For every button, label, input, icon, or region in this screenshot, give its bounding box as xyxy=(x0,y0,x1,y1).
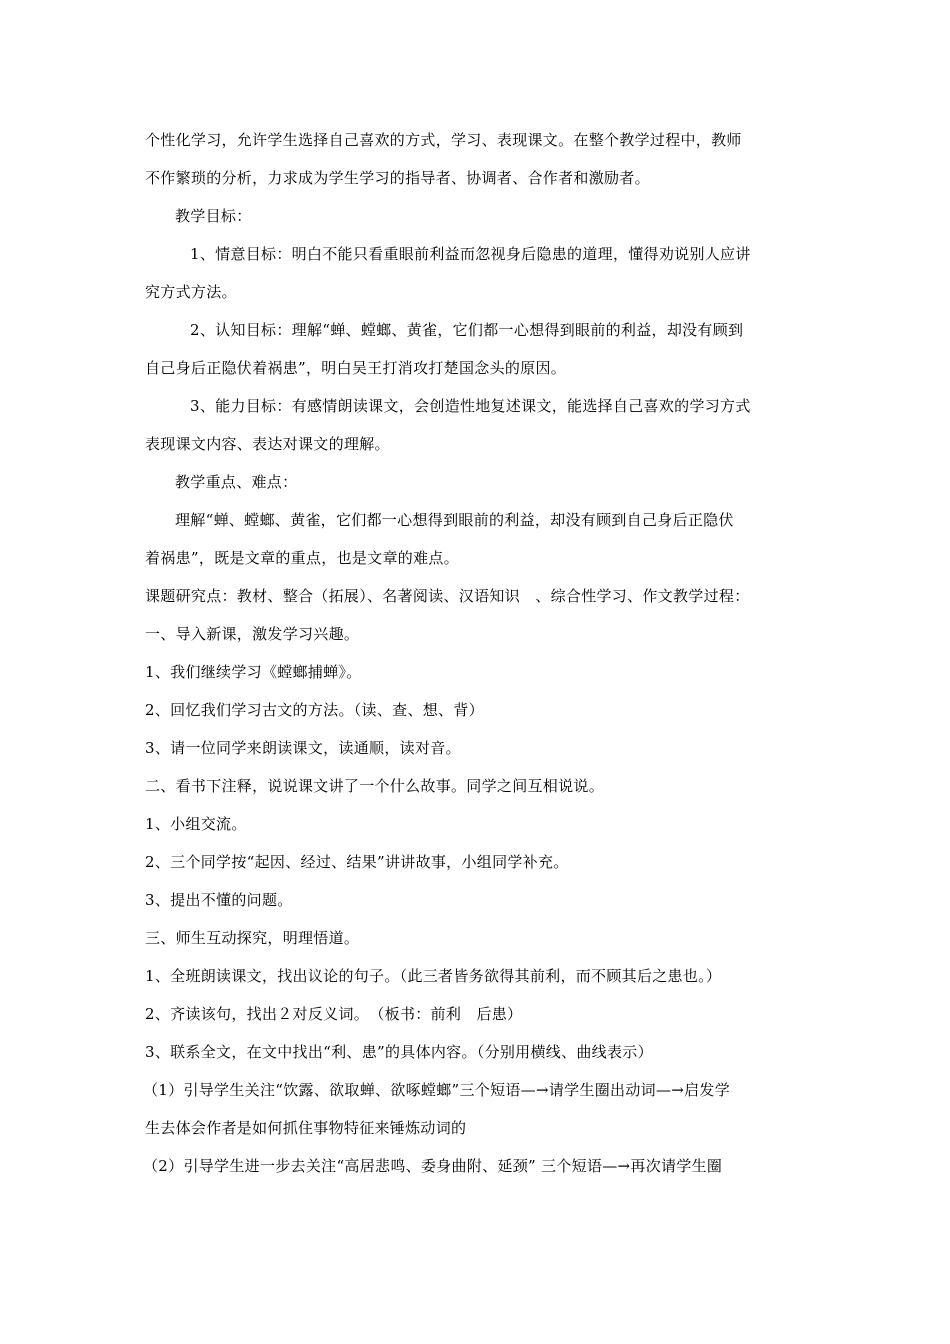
list-item: 2、三个同学按“起因、经过、结果”讲讲故事，小组同学补充。 xyxy=(145,853,569,871)
list-item: 1、全班朗读课文，找出议论的句子。（此三者皆务欲得其前利，而不顾其后之患也。） xyxy=(145,967,722,985)
list-item: （2）引导学生进一步去关注“高居悲鸣、委身曲附、延颈” 三个短语—→再次请学生圈 xyxy=(143,1157,723,1175)
paragraph-line: 3、能力目标：有感情朗读课文，会创造性地复述课文，能选择自己喜欢的学习方式 xyxy=(190,397,751,415)
section-heading: 教学重点、难点： xyxy=(175,473,298,491)
list-item: 3、请一位同学来朗读课文，读通顺，读对音。 xyxy=(145,739,461,757)
list-item: 1、我们继续学习《螳螂捕蝉》。 xyxy=(145,663,362,681)
paragraph-line: 究方式方法。 xyxy=(145,283,237,301)
section-heading: 一、导入新课，激发学习兴趣。 xyxy=(145,625,360,643)
paragraph-line: 理解“蝉、螳螂、黄雀，它们都一心想得到眼前的利益，却没有顾到自己身后正隐伏 xyxy=(175,511,734,529)
paragraph-line: 自己身后正隐伏着祸患”，明白吴王打消攻打楚国念头的原因。 xyxy=(145,359,567,377)
section-heading: 三、师生互动探究，明理悟道。 xyxy=(145,929,360,947)
section-heading: 二、看书下注释，说说课文讲了一个什么故事。同学之间互相说说。 xyxy=(145,777,605,795)
list-item: 3、联系全文，在文中找出“利、患”的具体内容。（分别用横线、曲线表示） xyxy=(145,1043,653,1061)
paragraph-line: 1、情意目标：明白不能只看重眼前利益而忽视身后隐患的道理，懂得劝说别人应讲 xyxy=(190,245,751,263)
paragraph-line: 生去体会作者是如何抓住事物特征来锤炼动词的 xyxy=(145,1119,467,1137)
list-item: （1）引导学生关注“饮露、欲取蝉、欲啄螳螂”三个短语—→请学生圈出动词—→启发学 xyxy=(143,1081,731,1099)
paragraph-line: 课题研究点：教材、整合（拓展）、名著阅读、汉语知识 、综合性学习、作文教学过程： xyxy=(145,587,750,605)
paragraph-line: 个性化学习，允许学生选择自己喜欢的方式，学习、表现课文。在整个教学过程中，教师 xyxy=(145,131,742,149)
list-item: 2、回忆我们学习古文的方法。（读、查、想、背） xyxy=(145,701,484,719)
list-item: 1、小组交流。 xyxy=(145,815,247,833)
list-item: 2、齐读该句，找出２对反义词。 （板书：前利 后患） xyxy=(145,1005,523,1023)
section-heading: 教学目标： xyxy=(175,207,252,225)
paragraph-line: 不作繁琐的分析，力求成为学生学习的指导者、协调者、合作者和激励者。 xyxy=(145,169,650,187)
paragraph-line: 表现课文内容、表达对课文的理解。 xyxy=(145,435,390,453)
paragraph-line: 着祸患”，既是文章的重点，也是文章的难点。 xyxy=(145,549,459,567)
paragraph-line: 2、认知目标：理解“蝉、螳螂、黄雀，它们都一心想得到眼前的利益，却没有顾到 xyxy=(190,321,744,339)
list-item: 3、提出不懂的问题。 xyxy=(145,891,293,909)
